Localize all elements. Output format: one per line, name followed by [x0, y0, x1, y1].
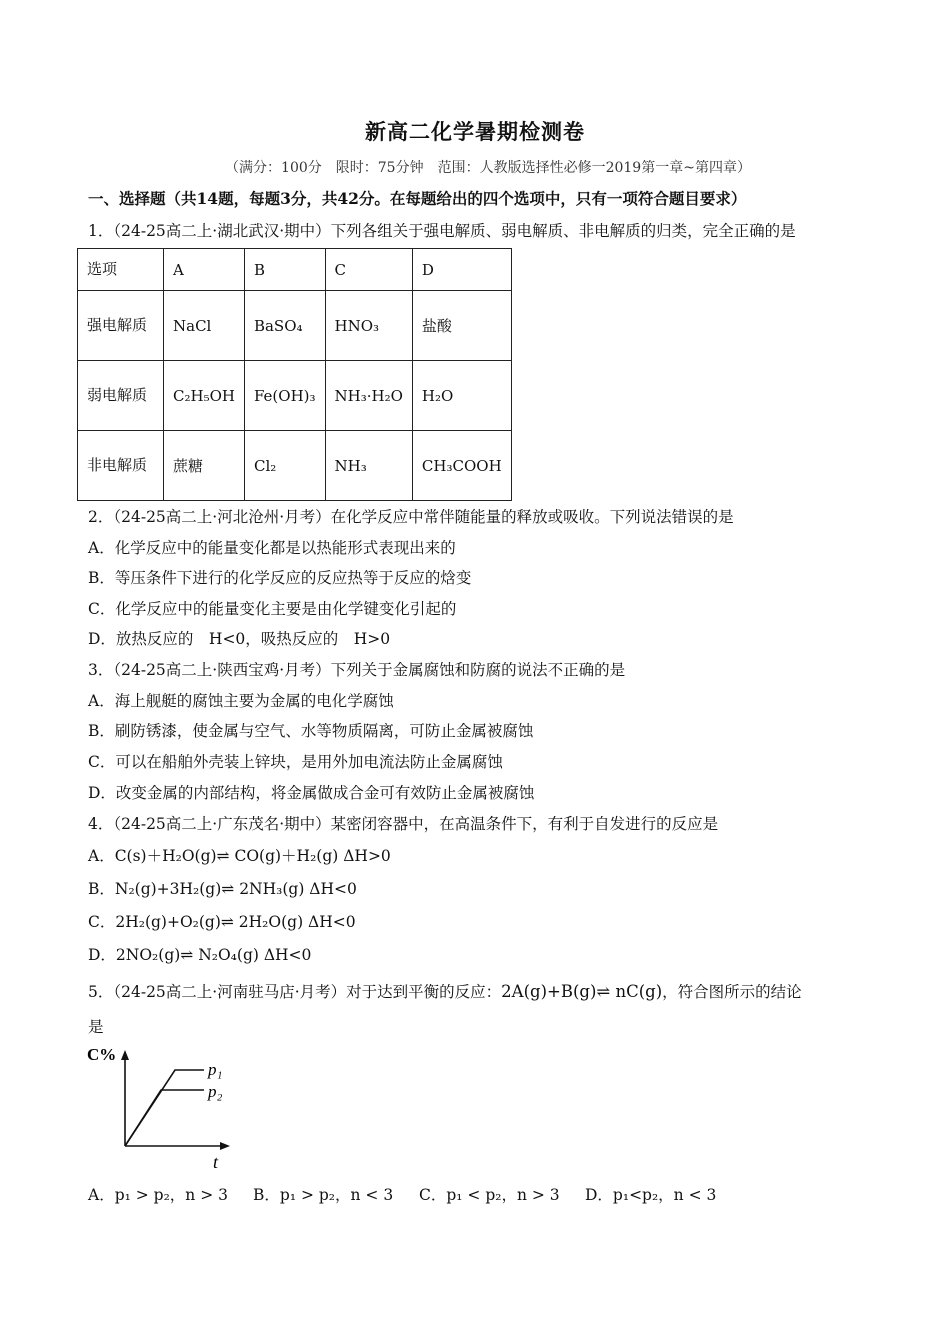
table-header-cell: D	[412, 249, 511, 291]
table-cell: 蔗糖	[164, 431, 245, 501]
q5-stem-text-2: ，符合图所示的结论	[662, 983, 802, 1001]
curve-p2	[125, 1090, 204, 1146]
table-cell: NH₃·H₂O	[325, 361, 412, 431]
curve-p2-label: p₂	[208, 1082, 223, 1101]
table-cell: Fe(OH)₃	[244, 361, 325, 431]
x-axis-arrow-icon	[220, 1142, 230, 1150]
row-label: 非电解质	[78, 431, 164, 501]
q4-option-b: B．N₂(g)+3H₂(g)⇌ 2NH₃(g) ΔH<0	[88, 880, 357, 898]
table-header-cell: 选项	[78, 249, 164, 291]
section-heading: 一、选择题（共14题，每题3分，共42分。在每题给出的四个选项中，只有一项符合题目要求）	[88, 189, 747, 208]
table-cell: 盐酸	[412, 291, 511, 361]
curve-p1	[125, 1070, 204, 1146]
q2-option-a: A．化学反应中的能量变化都是以热能形式表现出来的	[88, 539, 456, 557]
q5-option-a: A．p₁ > p₂，n > 3	[88, 1186, 228, 1204]
q5-option-d: D．p₁<p₂，n < 3	[585, 1186, 717, 1204]
page-title: 新高二化学暑期检测卷	[365, 119, 585, 144]
table-cell: Cl₂	[244, 431, 325, 501]
table-header-cell: B	[244, 249, 325, 291]
q3-option-c: C．可以在船舶外壳装上锌块，是用外加电流法防止金属腐蚀	[88, 753, 503, 771]
q5-option-c: C．p₁ < p₂，n > 3	[419, 1186, 560, 1204]
table-cell: C₂H₅OH	[164, 361, 245, 431]
q5-option-b: B．p₁ > p₂，n < 3	[253, 1186, 394, 1204]
y-axis-arrow-icon	[121, 1050, 129, 1060]
q4-option-d: D．2NO₂(g)⇌ N₂O₄(g) ΔH<0	[88, 946, 312, 964]
q3-option-d: D．改变金属的内部结构，将金属做成合金可有效防止金属被腐蚀	[88, 784, 535, 802]
q5-pressure-time-graph	[84, 1040, 244, 1174]
table-row	[78, 361, 512, 431]
q3-option-a: A．海上舰艇的腐蚀主要为金属的电化学腐蚀	[88, 692, 394, 710]
q3-option-b: B．刷防锈漆，使金属与空气、水等物质隔离，可防止金属被腐蚀	[88, 722, 534, 740]
table-row	[78, 431, 512, 501]
graph-ylabel: C%	[87, 1045, 117, 1064]
q2-option-c: C．化学反应中的能量变化主要是由化学键变化引起的	[88, 600, 457, 618]
q1-options-table	[77, 248, 512, 501]
table-cell: NH₃	[325, 431, 412, 501]
table-header-cell: C	[325, 249, 412, 291]
table-cell: H₂O	[412, 361, 511, 431]
table-header-row	[78, 249, 512, 291]
table-cell: NaCl	[164, 291, 245, 361]
table-cell: HNO₃	[325, 291, 412, 361]
q4-stem: 4．（24-25高二上·广东茂名·期中）某密闭容器中，在高温条件下，有利于自发进行的反应是	[88, 815, 719, 833]
exam-info: （满分：100分 限时：75分钟 范围：人教版选择性必修一2019第一章~第四章）	[225, 160, 751, 176]
q4-option-c: C．2H₂(g)+O₂(g)⇌ 2H₂O(g) ΔH<0	[88, 913, 356, 931]
q2-option-b: B．等压条件下进行的化学反应的反应热等于反应的焓变	[88, 569, 472, 587]
graph-xlabel: t	[213, 1152, 219, 1172]
q1-stem: 1．（24-25高二上·湖北武汉·期中）下列各组关于强电解质、弱电解质、非电解质的归类，完全正确的是	[88, 222, 796, 240]
table-cell: BaSO₄	[244, 291, 325, 361]
curve-p1-label: p₁	[208, 1060, 223, 1079]
q5-stem	[88, 980, 802, 1002]
row-label: 强电解质	[78, 291, 164, 361]
q3-stem: 3．（24-25高二上·陕西宝鸡·月考）下列关于金属腐蚀和防腐的说法不正确的是	[88, 661, 626, 679]
q5-stem-text: 5．（24-25高二上·河南驻马店·月考）对于达到平衡的反应：	[88, 983, 502, 1001]
table-cell: CH₃COOH	[412, 431, 511, 501]
q5-stem-tail: 是	[88, 1018, 104, 1036]
q5-reaction: 2A(g)+B(g)⇌ nC(g)	[501, 982, 663, 1001]
q2-option-d: D．放热反应的 H<0，吸热反应的 H>0	[88, 630, 391, 648]
q2-stem: 2．（24-25高二上·河北沧州·月考）在化学反应中常伴随能量的释放或吸收。下列说法错误的是	[88, 508, 734, 526]
table-header-cell: A	[164, 249, 245, 291]
q4-option-a: A．C(s)＋H₂O(g)⇌ CO(g)＋H₂(g) ΔH>0	[88, 847, 391, 865]
table-row	[78, 291, 512, 361]
row-label: 弱电解质	[78, 361, 164, 431]
